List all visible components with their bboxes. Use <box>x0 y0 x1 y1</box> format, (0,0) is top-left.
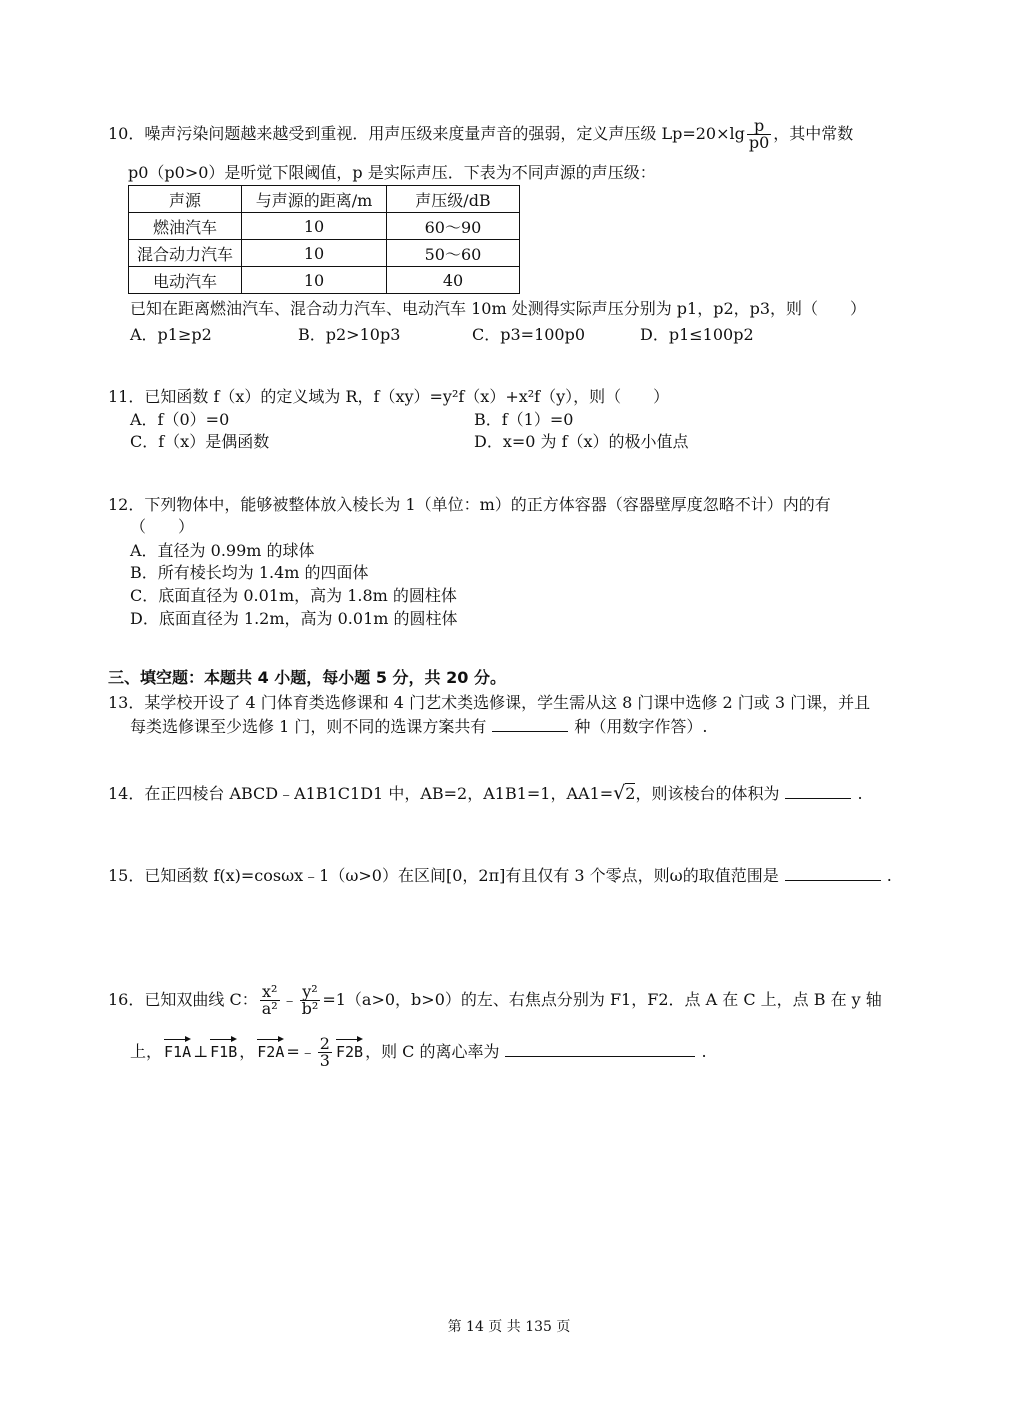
q10-line1-text: 10．噪声污染问题越来越受到重视．用声压级来度量声音的强弱，定义声压级 Lp=20×lg <box>108 124 745 143</box>
q11-stem: 11．已知函数 f（x）的定义域为 R，f（xy）=y²f（x）+x²f（y），则（ ） <box>108 387 670 406</box>
q13-line2-end: 种（用数字作答）. <box>574 717 708 736</box>
q14-answer-blank[interactable] <box>785 784 851 799</box>
q13-answer-blank[interactable] <box>492 717 568 732</box>
table-header-cell: 声源 <box>129 186 242 213</box>
table-cell: 50～60 <box>387 240 520 267</box>
q16-coef-den: 3 <box>319 1051 330 1070</box>
vector-f1a: F1A <box>164 1037 191 1063</box>
table-header-row <box>129 186 520 213</box>
table-cell: 混合动力汽车 <box>129 240 242 267</box>
q16-answer-blank[interactable] <box>505 1042 695 1057</box>
table-cell: 40 <box>387 267 520 294</box>
q14-sqrt-value: 2 <box>625 784 636 803</box>
q16-minus: ﹣ <box>281 990 298 1009</box>
q14-text-end: . <box>857 784 863 803</box>
q16-frac-y-den: b² <box>301 999 319 1018</box>
q15-line <box>108 865 892 887</box>
q11-option-d: D．x=0 为 f（x）的极小值点 <box>474 432 689 451</box>
table-cell: 10 <box>242 240 387 267</box>
q12-stem-bracket: （ ） <box>130 517 195 536</box>
q10-option-b: B．p2>10p3 <box>298 325 401 344</box>
q14-text: 14．在正四棱台 ABCD﹣A1B1C1D1 中，AB=2，A1B1=1，AA1= <box>108 784 614 803</box>
q12-option-c: C．底面直径为 0.01m，高为 1.8m 的圆柱体 <box>130 586 457 605</box>
q16-fraction-coef <box>318 1036 332 1069</box>
perp-symbol: ⊥ <box>193 1042 209 1061</box>
table-cell: 10 <box>242 213 387 240</box>
q15-text-end: . <box>886 866 892 885</box>
q16-text-rest: =1（a>0，b>0）的左、右焦点分别为 F1，F2．点 A 在 C 上，点 B 在 y 轴 <box>322 990 882 1009</box>
q12-option-a: A．直径为 0.99m 的球体 <box>130 541 315 560</box>
q11-option-a: A．f（0）=0 <box>130 410 230 429</box>
table-header-cell: 声压级/dB <box>387 186 520 213</box>
q10-frac-den: p0 <box>748 133 770 152</box>
q10-option-d: D．p1≤100p2 <box>640 325 754 344</box>
q16-comma: ， <box>239 1042 256 1061</box>
q16-line1 <box>108 984 882 1017</box>
q10-line3: 已知在距离燃油汽车、混合动力汽车、电动汽车 10m 处测得实际声压分别为 p1，p2，p3，则（ ） <box>130 299 867 318</box>
vector-f1b: F1B <box>210 1037 237 1063</box>
q16-fraction-x <box>260 984 280 1017</box>
q10-line1-end: ，其中常数 <box>773 124 854 143</box>
q16-text: 16．已知双曲线 C： <box>108 990 258 1009</box>
q12-option-b: B．所有棱长均为 1.4m 的四面体 <box>130 563 369 582</box>
vector-f2a: F2A <box>257 1037 284 1063</box>
q10-option-a: A．p1≥p2 <box>130 325 212 344</box>
table-cell: 10 <box>242 267 387 294</box>
q16-equals: =﹣ <box>286 1042 316 1061</box>
q16-coef-num: 2 <box>319 1034 330 1053</box>
table-header-cell: 与声源的距离/m <box>242 186 387 213</box>
q15-text: 15．已知函数 f(x)=cosωx﹣1（ω>0）在区间[0，2π]有且仅有 3 个零点，则ω的取值范围是 <box>108 866 779 885</box>
q13-line2-text: 每类选修课至少选修 1 门，则不同的选课方案共有 <box>130 717 487 736</box>
table-cell: 60～90 <box>387 213 520 240</box>
q12-option-d: D．底面直径为 1.2m，高为 0.01m 的圆柱体 <box>130 609 458 628</box>
table-row <box>129 240 520 267</box>
q16-line2 <box>130 1036 707 1069</box>
q10-frac-num: p <box>747 118 771 135</box>
section-heading: 三、填空题：本题共 4 小题，每小题 5 分，共 20 分。 <box>108 668 506 687</box>
q16-line2-text: ，则 C 的离心率为 <box>365 1042 500 1061</box>
page-footer: 第 14 页 共 135 页 <box>447 1319 571 1335</box>
q16-line2-start: 上， <box>130 1042 163 1061</box>
sqrt-symbol: √ <box>613 782 626 804</box>
q16-fraction-y <box>300 984 321 1017</box>
q10-line1 <box>108 118 853 151</box>
q16-frac-y-num: y² <box>300 984 321 1001</box>
q11-option-b: B．f（1）=0 <box>474 410 574 429</box>
q16-frac-x-num: x² <box>260 984 280 1001</box>
table-row <box>129 267 520 294</box>
table-row <box>129 213 520 240</box>
q14-line <box>108 782 863 805</box>
q12-stem: 12．下列物体中，能够被整体放入棱长为 1（单位：m）的正方体容器（容器壁厚度忽略不计）内的有 <box>108 495 831 514</box>
q10-fraction <box>747 118 771 151</box>
q10-line2: p0（p0>0）是听觉下限阈值，p 是实际声压．下表为不同声源的声压级： <box>128 163 656 182</box>
table-cell: 电动汽车 <box>129 267 242 294</box>
q11-option-c: C．f（x）是偶函数 <box>130 432 270 451</box>
vector-f2b: F2B <box>336 1037 363 1063</box>
q13-line2 <box>130 716 707 738</box>
q16-frac-x-den: a² <box>261 999 278 1018</box>
table-cell: 燃油汽车 <box>129 213 242 240</box>
q10-option-c: C．p3=100p0 <box>472 325 586 344</box>
sound-level-table <box>128 185 520 294</box>
q14-text-mid: ，则该棱台的体积为 <box>635 784 780 803</box>
q16-line2-end: . <box>701 1042 707 1061</box>
q15-answer-blank[interactable] <box>785 866 881 881</box>
q13-line1: 13．某学校开设了 4 门体育类选修课和 4 门艺术类选修课，学生需从这 8 门课中选修 2 门或 3 门课，并且 <box>108 693 871 712</box>
